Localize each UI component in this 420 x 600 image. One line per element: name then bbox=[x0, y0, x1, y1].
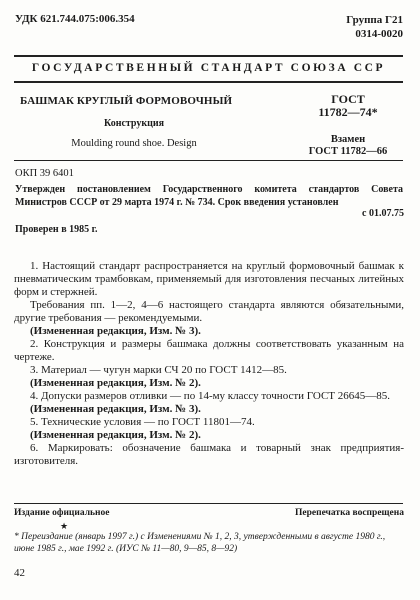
page-number: 42 bbox=[14, 567, 25, 579]
reissue-footnote: * Переиздание (январь 1997 г.) с Изменениями № 1, 2, 3, утвержденными в августе 1980 г., июне 1985 г., мае 1992 г. (ИУС № 11—80, 9—85, 8—92) bbox=[14, 532, 386, 554]
replaces-block bbox=[292, 134, 404, 158]
amendment-note: (Измененная редакция, Изм. № 2). bbox=[30, 429, 201, 441]
amendment-note: (Измененная редакция, Изм. № 3). bbox=[30, 403, 201, 415]
udc-code: УДК 621.744.075:006.354 bbox=[15, 13, 135, 25]
amendment-note: (Измененная редакция, Изм. № 2). bbox=[30, 377, 201, 389]
document-subtitle: Конструкция bbox=[103, 118, 165, 129]
top-rule bbox=[14, 55, 403, 57]
document-title: БАШМАК КРУГЛЫЙ ФОРМОВОЧНЫЙ bbox=[20, 95, 233, 107]
paragraph: 3. Материал — чугун марки СЧ 20 по ГОСТ 1412—85. bbox=[30, 364, 287, 376]
paragraph: Требования пп. 1—2, 4—6 настоящего стандарта являются обязательными, другие требования — рекомендуемыми. bbox=[14, 299, 404, 324]
effective-date: с 01.07.75 bbox=[362, 208, 404, 219]
gost-label: ГОСТ bbox=[331, 92, 365, 106]
approval-text: Утвержден постановлением Государственного комитета стандартов Совета Министров СССР от 29 марта 1974 г. № 734. Срок введения установлен bbox=[15, 184, 403, 208]
registration-number: 0314-0020 bbox=[355, 28, 403, 40]
paragraph: 1. Настоящий стандарт распространяется на круглый формовочный башмак к пневматическим трамбовкам, применяемый для изготовления песчаных литейных форм и стержней. bbox=[14, 260, 404, 298]
gost-designation: 11782—74* bbox=[318, 105, 378, 119]
banner-rule bbox=[14, 81, 403, 83]
footer-rule bbox=[14, 503, 403, 504]
official-edition-label: Издание официальное bbox=[14, 508, 110, 518]
paragraph: 4. Допуски размеров отливки — по 14-му классу точности ГОСТ 26645—85. bbox=[30, 390, 391, 402]
paragraph: 5. Технические условия — по ГОСТ 11801—74. bbox=[30, 416, 255, 428]
gost-number bbox=[292, 93, 404, 119]
checked-note: Проверен в 1985 г. bbox=[15, 224, 98, 235]
group-line: Группа Г21 bbox=[346, 14, 403, 26]
document-body bbox=[14, 260, 404, 468]
english-title: Moulding round shoe. Design bbox=[71, 138, 197, 149]
reprint-prohibited-label: Перепечатка воспрещена bbox=[294, 508, 404, 518]
paragraph: 2. Конструкция и размеры башмака должны соответствовать указанным на чертеже. bbox=[14, 338, 404, 363]
title-rule bbox=[14, 160, 403, 161]
group-code bbox=[346, 13, 403, 41]
replaces-designation: ГОСТ 11782—66 bbox=[308, 146, 388, 157]
paragraph: 6. Маркировать: обозначение башмака и товарный знак предприятия-изготовителя. bbox=[14, 442, 404, 467]
standard-banner: ГОСУДАРСТВЕННЫЙ СТАНДАРТ СОЮЗА ССР bbox=[31, 62, 386, 74]
replaces-label: Взамен bbox=[330, 134, 366, 145]
okp-code: ОКП 39 6401 bbox=[15, 168, 74, 179]
amendment-note: (Измененная редакция, Изм. № 3). bbox=[30, 325, 201, 337]
star-icon: ★ bbox=[60, 521, 69, 531]
